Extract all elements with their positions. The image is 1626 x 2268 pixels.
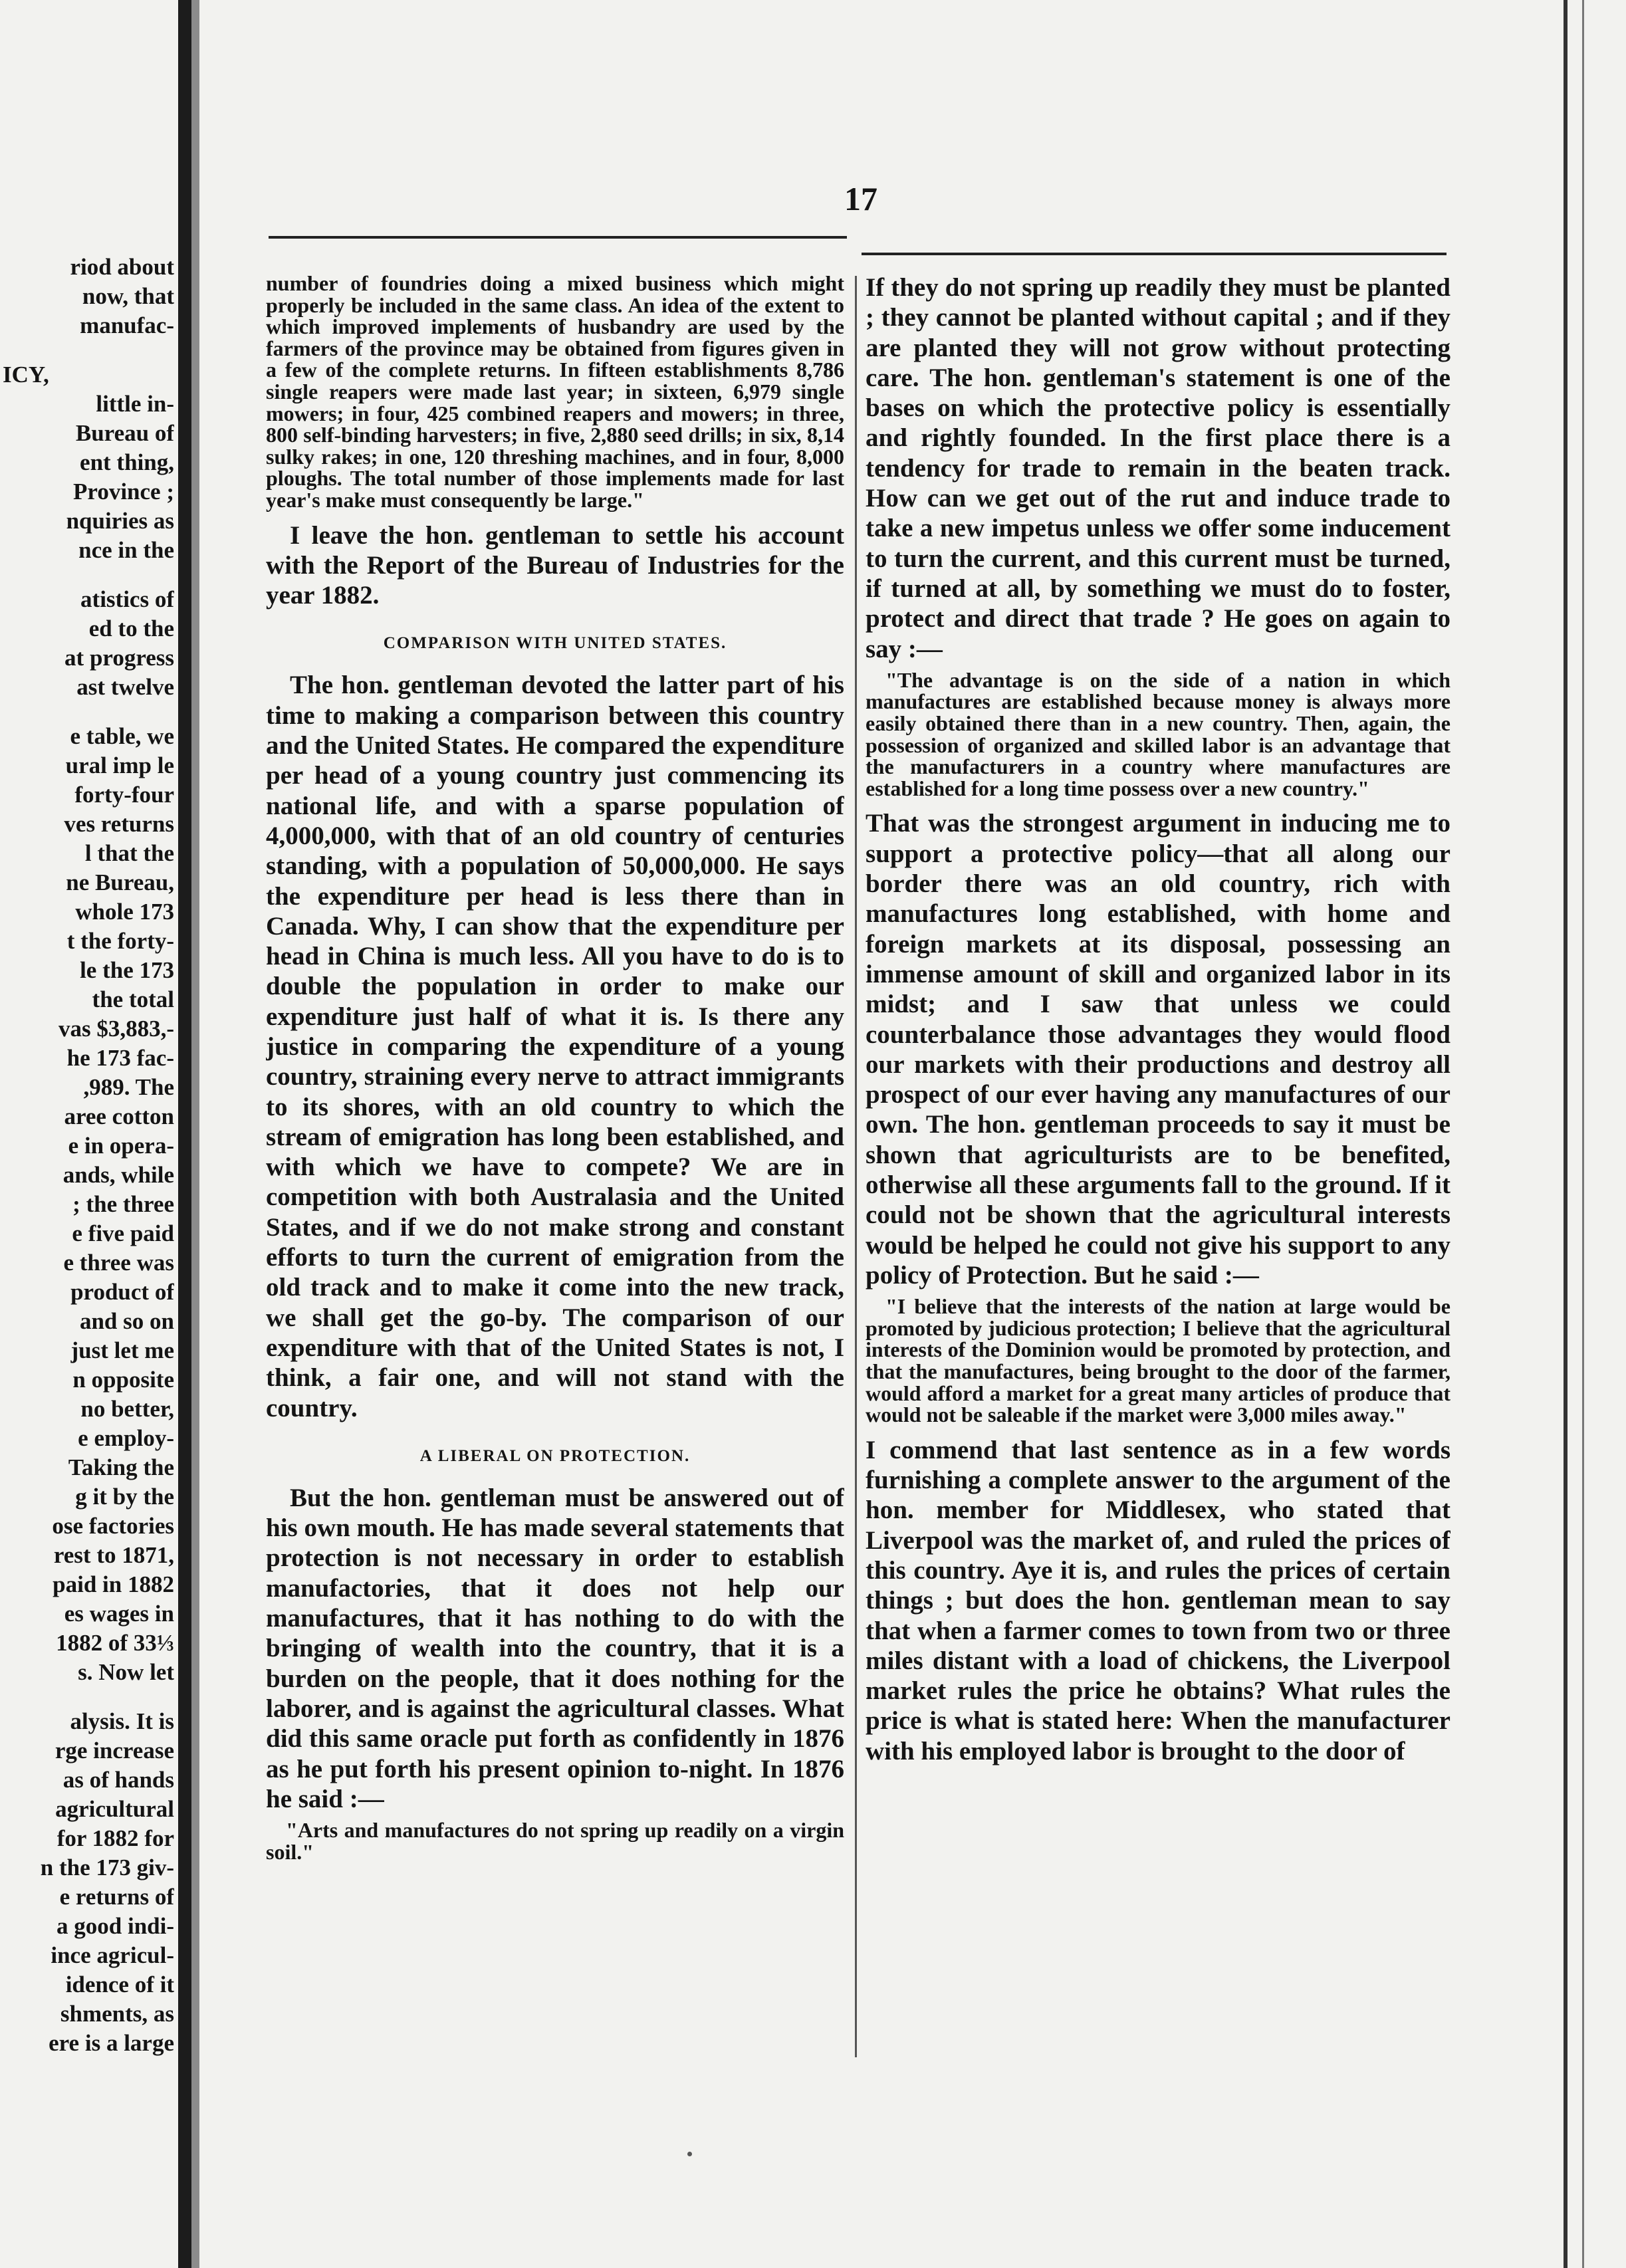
- fragment-line: ast twelve: [76, 674, 174, 700]
- paragraph: The hon. gentleman devoted the latter part of his time to making a comparison between this country and the United States. He compared the expenditure per head of a young country just commencing its national life, and with a sparse population of 4,000,000, with that of an old country of centuries standing, with a population of 50,000,000. He says the expenditure per head is less there than in Canada. Why, I can show that the expenditure per head in China is much less. All you have to do is to double the population in order to make our expenditure just half of what it is. Is there any justice in comparing the expenditure of a young country, straining every nerve to attract immigrants to its shores, with an old country to which the stream of emigration has long been established, and with which we have to compete? We are in competition with both Australasia and the United States, and if we do not make strong and constant efforts to turn the current of emigration from the old track and to make it come into the new track, we shall get the go-by. The comparison of our expenditure with that of the United States is not, I think, a fair one, and will not stand with the country.: [266, 671, 844, 1422]
- fragment-line: Taking the: [68, 1454, 174, 1480]
- fragment-line: g it by the: [75, 1484, 174, 1510]
- right-column: [866, 273, 1451, 2081]
- header-rule-left: [269, 236, 847, 239]
- page-edge: [1564, 0, 1568, 2268]
- fragment-line: the total: [92, 986, 174, 1012]
- fragment-line: e in opera-: [68, 1133, 174, 1159]
- fragment-line: ose factories: [52, 1513, 174, 1539]
- fragment-line: whole 173: [75, 899, 174, 925]
- fragment-line: ere is a large: [49, 2030, 174, 2056]
- fragment-line: ands, while: [62, 1162, 174, 1188]
- fragment-line: he 173 fac-: [66, 1045, 174, 1071]
- fragment-line: e five paid: [72, 1220, 174, 1246]
- section-heading: COMPARISON WITH UNITED STATES.: [383, 634, 727, 653]
- column-divider: [855, 276, 857, 2057]
- fragment-line: rge increase: [55, 1738, 174, 1763]
- page-edge-inner: [1582, 0, 1584, 2268]
- middle-column: [266, 273, 844, 2081]
- quote-continued: number of foundries doing a mixed business which might properly be included in the same class. An idea of the extent to which improved implements of husbandry are used by the farmers of the province may be obtained from figures given in a few of the complete returns. In fifteen establishments 8,786 single reapers were made last year; in sixteen, 6,979 single mowers; in four, 425 combined reapers and mowers; in three, 800 self-binding harvesters; in five, 2,880 seed drills; in six, 8,14 sulky rakes; in one, 120 threshing machines, and in four, 8,000 ploughs. The total number of those implements made for last year's make must consequently be large.": [266, 273, 844, 512]
- block-quote: "The advantage is on the side of a nation in which manufactures are established because money is always more easily obtained there than in a new country. Then, again, the possession of organized and skilled labor is an advantage that the manufacturers in a country where manufactures are established for a long time possess over a new country.": [866, 667, 1451, 800]
- fragment-line: paid in 1882: [53, 1571, 174, 1597]
- fragment-line: Province ;: [73, 479, 174, 505]
- fragment-line: aree cotton: [64, 1103, 174, 1129]
- fragment-line: manufac-: [80, 312, 174, 338]
- fragment-line: le the 173: [80, 957, 174, 983]
- fragment-line: n the 173 giv-: [40, 1855, 174, 1880]
- fragment-line: e employ-: [78, 1425, 174, 1451]
- fragment-line: forty-four: [74, 782, 174, 808]
- fragment-line: nce in the: [78, 537, 174, 563]
- section-heading: A LIBERAL ON PROTECTION.: [419, 1446, 691, 1465]
- paragraph: That was the strongest argument in inducing me to support a protective policy—that all along our border there was an old country, rich with manufactures long established, with home and foreign markets at its disposal, possessing an immense amount of skill and organized labor in its midst; and I saw that unless we could counterbalance those advantages they would flood our markets with their productions and destroy all prospect of our ever having any manufactures of our own. The hon. gentleman proceeds to say it must be shown that agriculturists are to be benefited, otherwise all these arguments fall to the ground. If it could not be shown that the agricultural interests would be helped he could not give his support to any policy of Protection. But he said :—: [866, 809, 1451, 1290]
- fragment-gap: [0, 340, 174, 360]
- paragraph: I commend that last sentence as in a few words furnishing a complete answer to the argument of the hon. member for Middlesex, who stated that Liverpool was the market of, and ruled the prices of this country. Aye it is, and rules the prices of certain things ; but does the hon. gentleman mean to say that when a farmer comes to town from two or three miles distant with a load of chickens, the Liverpool market rules the price he obtains? What rules the price is what is stated here: When the manufacturer with his employed labor is brought to the door of: [866, 1435, 1451, 1765]
- fragment-line: idence of it: [65, 1972, 174, 1997]
- fragment-line: just let me: [70, 1337, 174, 1363]
- fragment-line: ne Bureau,: [66, 869, 174, 895]
- book-spine-shadow: [178, 0, 191, 2268]
- fragment-line: a good indi-: [57, 1913, 174, 1939]
- fragment-line: ICY,: [3, 362, 49, 388]
- spine-gutter: [191, 0, 199, 2268]
- block-quote: "I believe that the interests of the nation at large would be promoted by judicious protection; I believe that the agricultural interests of the Dominion would be promoted by protection, and that the manufactures, being brought to the door of the farmer, would afford a market for a great many articles of produce that would not be saleable if the market were 3,000 miles away.": [866, 1294, 1451, 1427]
- fragment-line: at progress: [64, 645, 174, 671]
- fragment-line: as of hands: [62, 1767, 174, 1793]
- fragment-line: s. Now let: [78, 1659, 174, 1685]
- paragraph: But the hon. gentleman must be answered out of his own mouth. He has made several statements that protection is not necessary in order to establish manufactories, that it does not help our manufactures, that it has nothing to do with the bringing of wealth into the country, that it is a burden on the people, that it does nothing for the laborer, and is against the agricultural classes. What did this same oracle put forth as confidently in 1876 as he put forth his present opinion to-night. In 1876 he said :—: [266, 1483, 844, 1813]
- block-quote: "Arts and manufactures do not spring up readily on a virgin soil.": [266, 1818, 844, 1864]
- fragment-line: now, that: [82, 283, 174, 309]
- fragment-line: nquiries as: [66, 508, 174, 534]
- fragment-line: rest to 1871,: [53, 1542, 174, 1568]
- fragment-gap: [0, 565, 174, 585]
- fragment-line: riod about: [70, 254, 174, 280]
- fragment-line: es wages in: [64, 1601, 174, 1627]
- page-number: 17: [844, 180, 877, 217]
- fragment-line: n opposite: [72, 1367, 174, 1393]
- fragment-line: ed to the: [88, 616, 174, 641]
- fragment-line: shments, as: [60, 2001, 174, 2027]
- fragment-line: little in-: [96, 391, 174, 417]
- fragment-line: t the forty-: [66, 928, 174, 954]
- fragment-line: vas $3,883,-: [58, 1016, 174, 1042]
- fragment-line: ves returns: [64, 811, 174, 837]
- fragment-line: no better,: [80, 1396, 174, 1422]
- fragment-line: e returns of: [59, 1884, 174, 1910]
- fragment-line: and so on: [79, 1308, 174, 1334]
- fragment-line: ent thing,: [80, 449, 174, 475]
- fragment-line: ; the three: [72, 1191, 174, 1217]
- fragment-line: ural imp le: [65, 752, 174, 778]
- paragraph: I leave the hon. gentleman to settle his account with the Report of the Bureau of Industries for the year 1882.: [266, 520, 844, 610]
- fragment-line: alysis. It is: [70, 1708, 174, 1734]
- fragment-line: 1882 of 33⅓: [56, 1630, 174, 1656]
- fragment-line: atistics of: [80, 586, 174, 612]
- fragment-line: for 1882 for: [57, 1825, 174, 1851]
- fragment-line: product of: [70, 1279, 174, 1305]
- left-page-fragment-column: [0, 253, 174, 2134]
- fragment-line: Bureau of: [75, 420, 174, 446]
- page-speck: [687, 2152, 692, 2156]
- fragment-gap: [0, 1687, 174, 1707]
- fragment-gap: [0, 702, 174, 722]
- fragment-line: e table, we: [70, 723, 174, 749]
- fragment-line: agricultural: [55, 1796, 174, 1822]
- paragraph: If they do not spring up readily they must be planted ; they cannot be planted without capital ; and if they are planted they will not grow without protecting care. The hon. gentleman's statement is one of the bases on which the protective policy is essentially and rightly founded. In the first place there is a tendency for trade to remain in the beaten track. How can we get out of the rut and induce trade to take a new impetus unless we offer some inducement to turn the current, and this current must be turned, if turned at all, by something we must do to foster, protect and direct that trade ? He goes on again to say :—: [866, 273, 1451, 663]
- fragment-line: e three was: [63, 1250, 174, 1276]
- header-rule-right: [862, 253, 1447, 255]
- fragment-line: l that the: [84, 840, 174, 866]
- fragment-line: ,989. The: [83, 1074, 174, 1100]
- fragment-line: ince agricul-: [51, 1942, 174, 1968]
